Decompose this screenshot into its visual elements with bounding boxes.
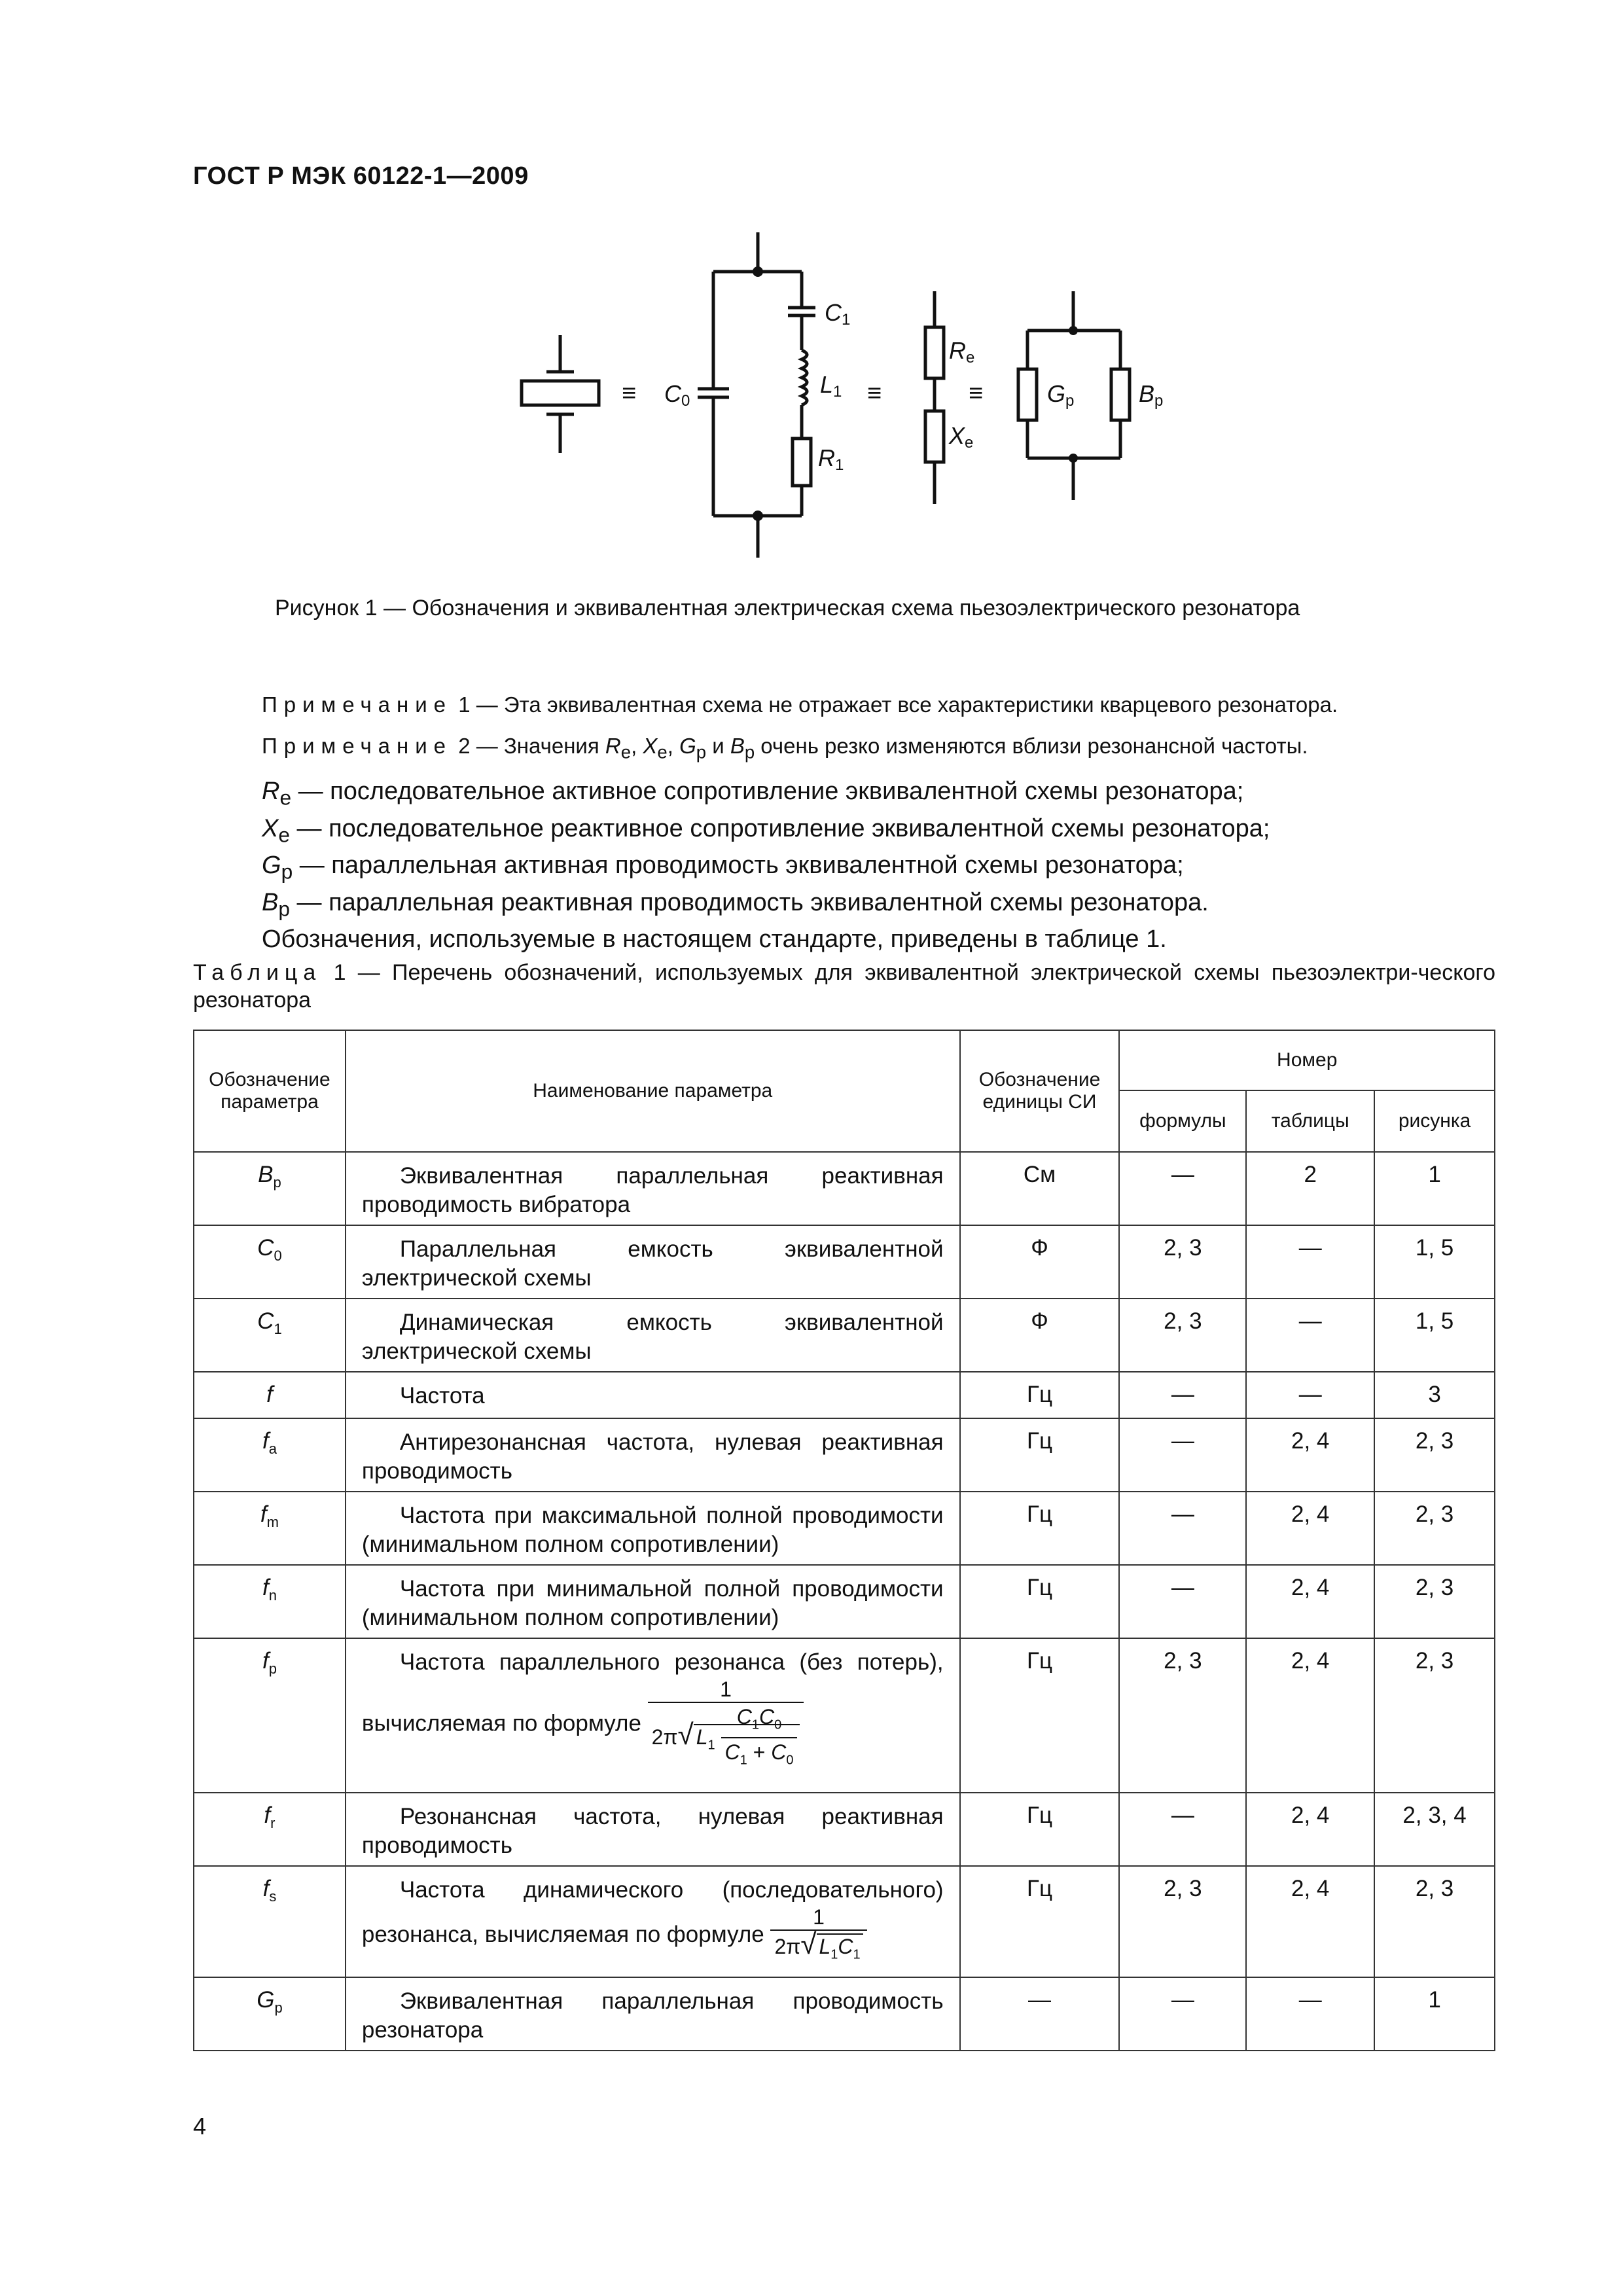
note-2-xe: $X_e$ — [643, 734, 668, 762]
row-figure: 3 — [1374, 1372, 1495, 1418]
row-description: Динамическая емкость эквивалентной электрической схемы — [346, 1299, 960, 1372]
row-formula: 2, 3 — [1119, 1866, 1246, 1977]
table-row — [194, 1372, 1495, 1418]
row-figure: 1 — [1374, 1977, 1495, 2051]
row-figure: 2, 3 — [1374, 1638, 1495, 1793]
row-symbol: $f_a$ — [194, 1418, 346, 1492]
row-formula: — — [1119, 1152, 1246, 1225]
row-description: Частота — [346, 1372, 960, 1418]
document-header: ГОСТ Р МЭК 60122-1—2009 — [193, 162, 529, 190]
row-symbol: $f_p$ — [194, 1638, 346, 1793]
note-2-bp: $B_p$ — [730, 734, 755, 762]
table-row — [194, 1565, 1495, 1638]
row-unit: Гц — [960, 1866, 1120, 1977]
table-row — [194, 1418, 1495, 1492]
row-symbol: $f_r$ — [194, 1793, 346, 1866]
row-unit: Гц — [960, 1565, 1120, 1638]
row-description: Частота при максимальной полной проводимости (минимальном полном сопротивлении) — [346, 1492, 960, 1565]
parameters-table — [193, 1030, 1495, 2051]
label-bp: Bp — [1139, 380, 1164, 410]
row-symbol: $C_0$ — [194, 1225, 346, 1299]
row-figure: 2, 3, 4 — [1374, 1793, 1495, 1866]
equiv-sign-3: ≡ — [969, 380, 984, 407]
table-row — [194, 1225, 1495, 1299]
note-1 — [262, 692, 1338, 717]
equiv-sign-2: ≡ — [867, 380, 882, 407]
row-description: Антирезонансная частота, нулевая реактивная проводимость — [346, 1418, 960, 1492]
table-row — [194, 1299, 1495, 1372]
row-formula: — — [1119, 1977, 1246, 2051]
row-symbol: f — [194, 1372, 346, 1418]
row-figure: 2, 3 — [1374, 1866, 1495, 1977]
row-symbol: $C_1$ — [194, 1299, 346, 1372]
note-1-label: Примечание — [262, 692, 453, 717]
label-r1: R1 — [818, 444, 844, 474]
definitions-footer: Обозначения, используемые в настоящем стандарте, приведены в таблице 1. — [262, 925, 1167, 954]
header-name: Наименование параметра — [346, 1030, 960, 1152]
figure-caption: Рисунок 1 — Обозначения и эквивалентная электрическая схема пьезоэлектрического резонатора — [275, 596, 1300, 620]
table-row — [194, 1866, 1495, 1977]
header-formula: формулы — [1119, 1090, 1246, 1152]
row-figure: 2, 3 — [1374, 1565, 1495, 1638]
row-description: Параллельная емкость эквивалентной электрической схемы — [346, 1225, 960, 1299]
header-symbol: Обозначение параметра — [194, 1030, 346, 1152]
table-title — [193, 959, 1495, 1014]
row-unit: Гц — [960, 1638, 1120, 1793]
row-symbol: $f_n$ — [194, 1565, 346, 1638]
row-figure: 1, 5 — [1374, 1225, 1495, 1299]
row-figure: 2, 3 — [1374, 1492, 1495, 1565]
row-symbol: $G_p$ — [194, 1977, 346, 2051]
row-table: — — [1246, 1372, 1374, 1418]
row-description: Эквивалентная параллельная проводимость резонатора — [346, 1977, 960, 2051]
row-figure: 1, 5 — [1374, 1299, 1495, 1372]
row-description: Частота динамического (последовательного) резонанса, вычисляемая по формуле $\frac{1}{2\pi√ L_1C_1}$ — [346, 1866, 960, 1977]
label-c0: C0 — [664, 380, 690, 410]
row-figure: 2, 3 — [1374, 1418, 1495, 1492]
row-unit: Гц — [960, 1418, 1120, 1492]
label-gp: Gp — [1047, 380, 1075, 410]
note-2-prefix: 2 — Значения — [458, 734, 599, 758]
row-table: 2, 4 — [1246, 1492, 1374, 1565]
definition-re: $R_e$ — последовательное активное сопротивление эквивалентной схемы резонатора; — [262, 778, 1244, 810]
label-re: Re — [949, 337, 975, 367]
formula-fs: $\frac{1}{2\pi√ L_1C_1}$ — [770, 1905, 866, 1967]
header-figure: рисунка — [1374, 1090, 1495, 1152]
equiv-sign-1: ≡ — [622, 380, 637, 407]
row-unit: Гц — [960, 1793, 1120, 1866]
row-formula: — — [1119, 1372, 1246, 1418]
table-row — [194, 1152, 1495, 1225]
table-title-label: Таблица — [193, 960, 322, 985]
row-formula: 2, 3 — [1119, 1225, 1246, 1299]
row-table: 2, 4 — [1246, 1565, 1374, 1638]
row-unit: — — [960, 1977, 1120, 2051]
note-2-gp: $G_p$ — [679, 734, 707, 762]
table-title-text: 1 — Перечень обозначений, используемых для эквивалентной электрической схемы пьезоэлектри-ческого резонатора — [193, 960, 1495, 1013]
row-unit: Гц — [960, 1372, 1120, 1418]
row-formula: 2, 3 — [1119, 1299, 1246, 1372]
row-symbol: $f_m$ — [194, 1492, 346, 1565]
definition-xe: $X_e$ — последовательное реактивное сопротивление эквивалентной схемы резонатора; — [262, 814, 1270, 847]
row-description: Частота при минимальной полной проводимости (минимальном полном сопротивлении) — [346, 1565, 960, 1638]
note-1-text: 1 — Эта эквивалентная схема не отражает все характеристики кварцевого резонатора. — [458, 692, 1338, 717]
header-table: таблицы — [1246, 1090, 1374, 1152]
row-unit: Ф — [960, 1299, 1120, 1372]
row-formula: — — [1119, 1492, 1246, 1565]
label-l1: L1 — [820, 371, 842, 401]
header-unit: Обозначение единицы СИ — [960, 1030, 1120, 1152]
row-table: 2, 4 — [1246, 1638, 1374, 1793]
row-table: — — [1246, 1225, 1374, 1299]
table-row — [194, 1638, 1495, 1793]
table-row — [194, 1977, 1495, 2051]
table-row — [194, 1492, 1495, 1565]
definition-gp: $G_p$ — параллельная активная проводимость эквивалентной схемы резонатора; — [262, 852, 1184, 884]
row-unit: См — [960, 1152, 1120, 1225]
row-unit: Гц — [960, 1492, 1120, 1565]
note-2-label: Примечание — [262, 734, 453, 758]
row-symbol: $B_p$ — [194, 1152, 346, 1225]
row-symbol: $f_s$ — [194, 1866, 346, 1977]
formula-fp: 1 2π√ $L_1$ $\frac{C_1C_0}{C_1 + C_0}$ — [648, 1677, 804, 1773]
row-description: Частота параллельного резонанса (без потерь), вычисляемая по формуле 1 2π√ $L_1$ $\frac{C_1C_0}{C_1 + C_0}$ — [346, 1638, 960, 1793]
equivalent-circuit-figure — [510, 232, 1191, 566]
row-figure: 1 — [1374, 1152, 1495, 1225]
row-table: 2 — [1246, 1152, 1374, 1225]
row-table: 2, 4 — [1246, 1418, 1374, 1492]
definitions-list — [262, 776, 1270, 955]
note-2-re: $R_e$ — [605, 734, 632, 762]
note-2-suffix: очень резко изменяются вблизи резонансной частоты. — [760, 734, 1308, 758]
header-number: Номер — [1119, 1030, 1495, 1090]
row-formula: — — [1119, 1793, 1246, 1866]
label-c1: C1 — [825, 299, 851, 329]
row-formula: — — [1119, 1565, 1246, 1638]
row-formula: — — [1119, 1418, 1246, 1492]
row-description: Резонансная частота, нулевая реактивная проводимость — [346, 1793, 960, 1866]
label-xe: Xe — [949, 422, 974, 452]
row-table: 2, 4 — [1246, 1793, 1374, 1866]
table-row — [194, 1793, 1495, 1866]
row-table: — — [1246, 1977, 1374, 2051]
row-table: 2, 4 — [1246, 1866, 1374, 1977]
page-number: 4 — [193, 2113, 207, 2140]
note-2: Примечание 2 — Значения $R_e$, $X_e$, $G_p$ и $B_p$ очень резко изменяются вблизи резонансной частоты. — [262, 734, 1308, 762]
row-unit: Ф — [960, 1225, 1120, 1299]
row-description: Эквивалентная параллельная реактивная проводимость вибратора — [346, 1152, 960, 1225]
row-table: — — [1246, 1299, 1374, 1372]
row-formula: 2, 3 — [1119, 1638, 1246, 1793]
definition-bp: $B_p$ — параллельная реактивная проводимость эквивалентной схемы резонатора. — [262, 888, 1209, 921]
